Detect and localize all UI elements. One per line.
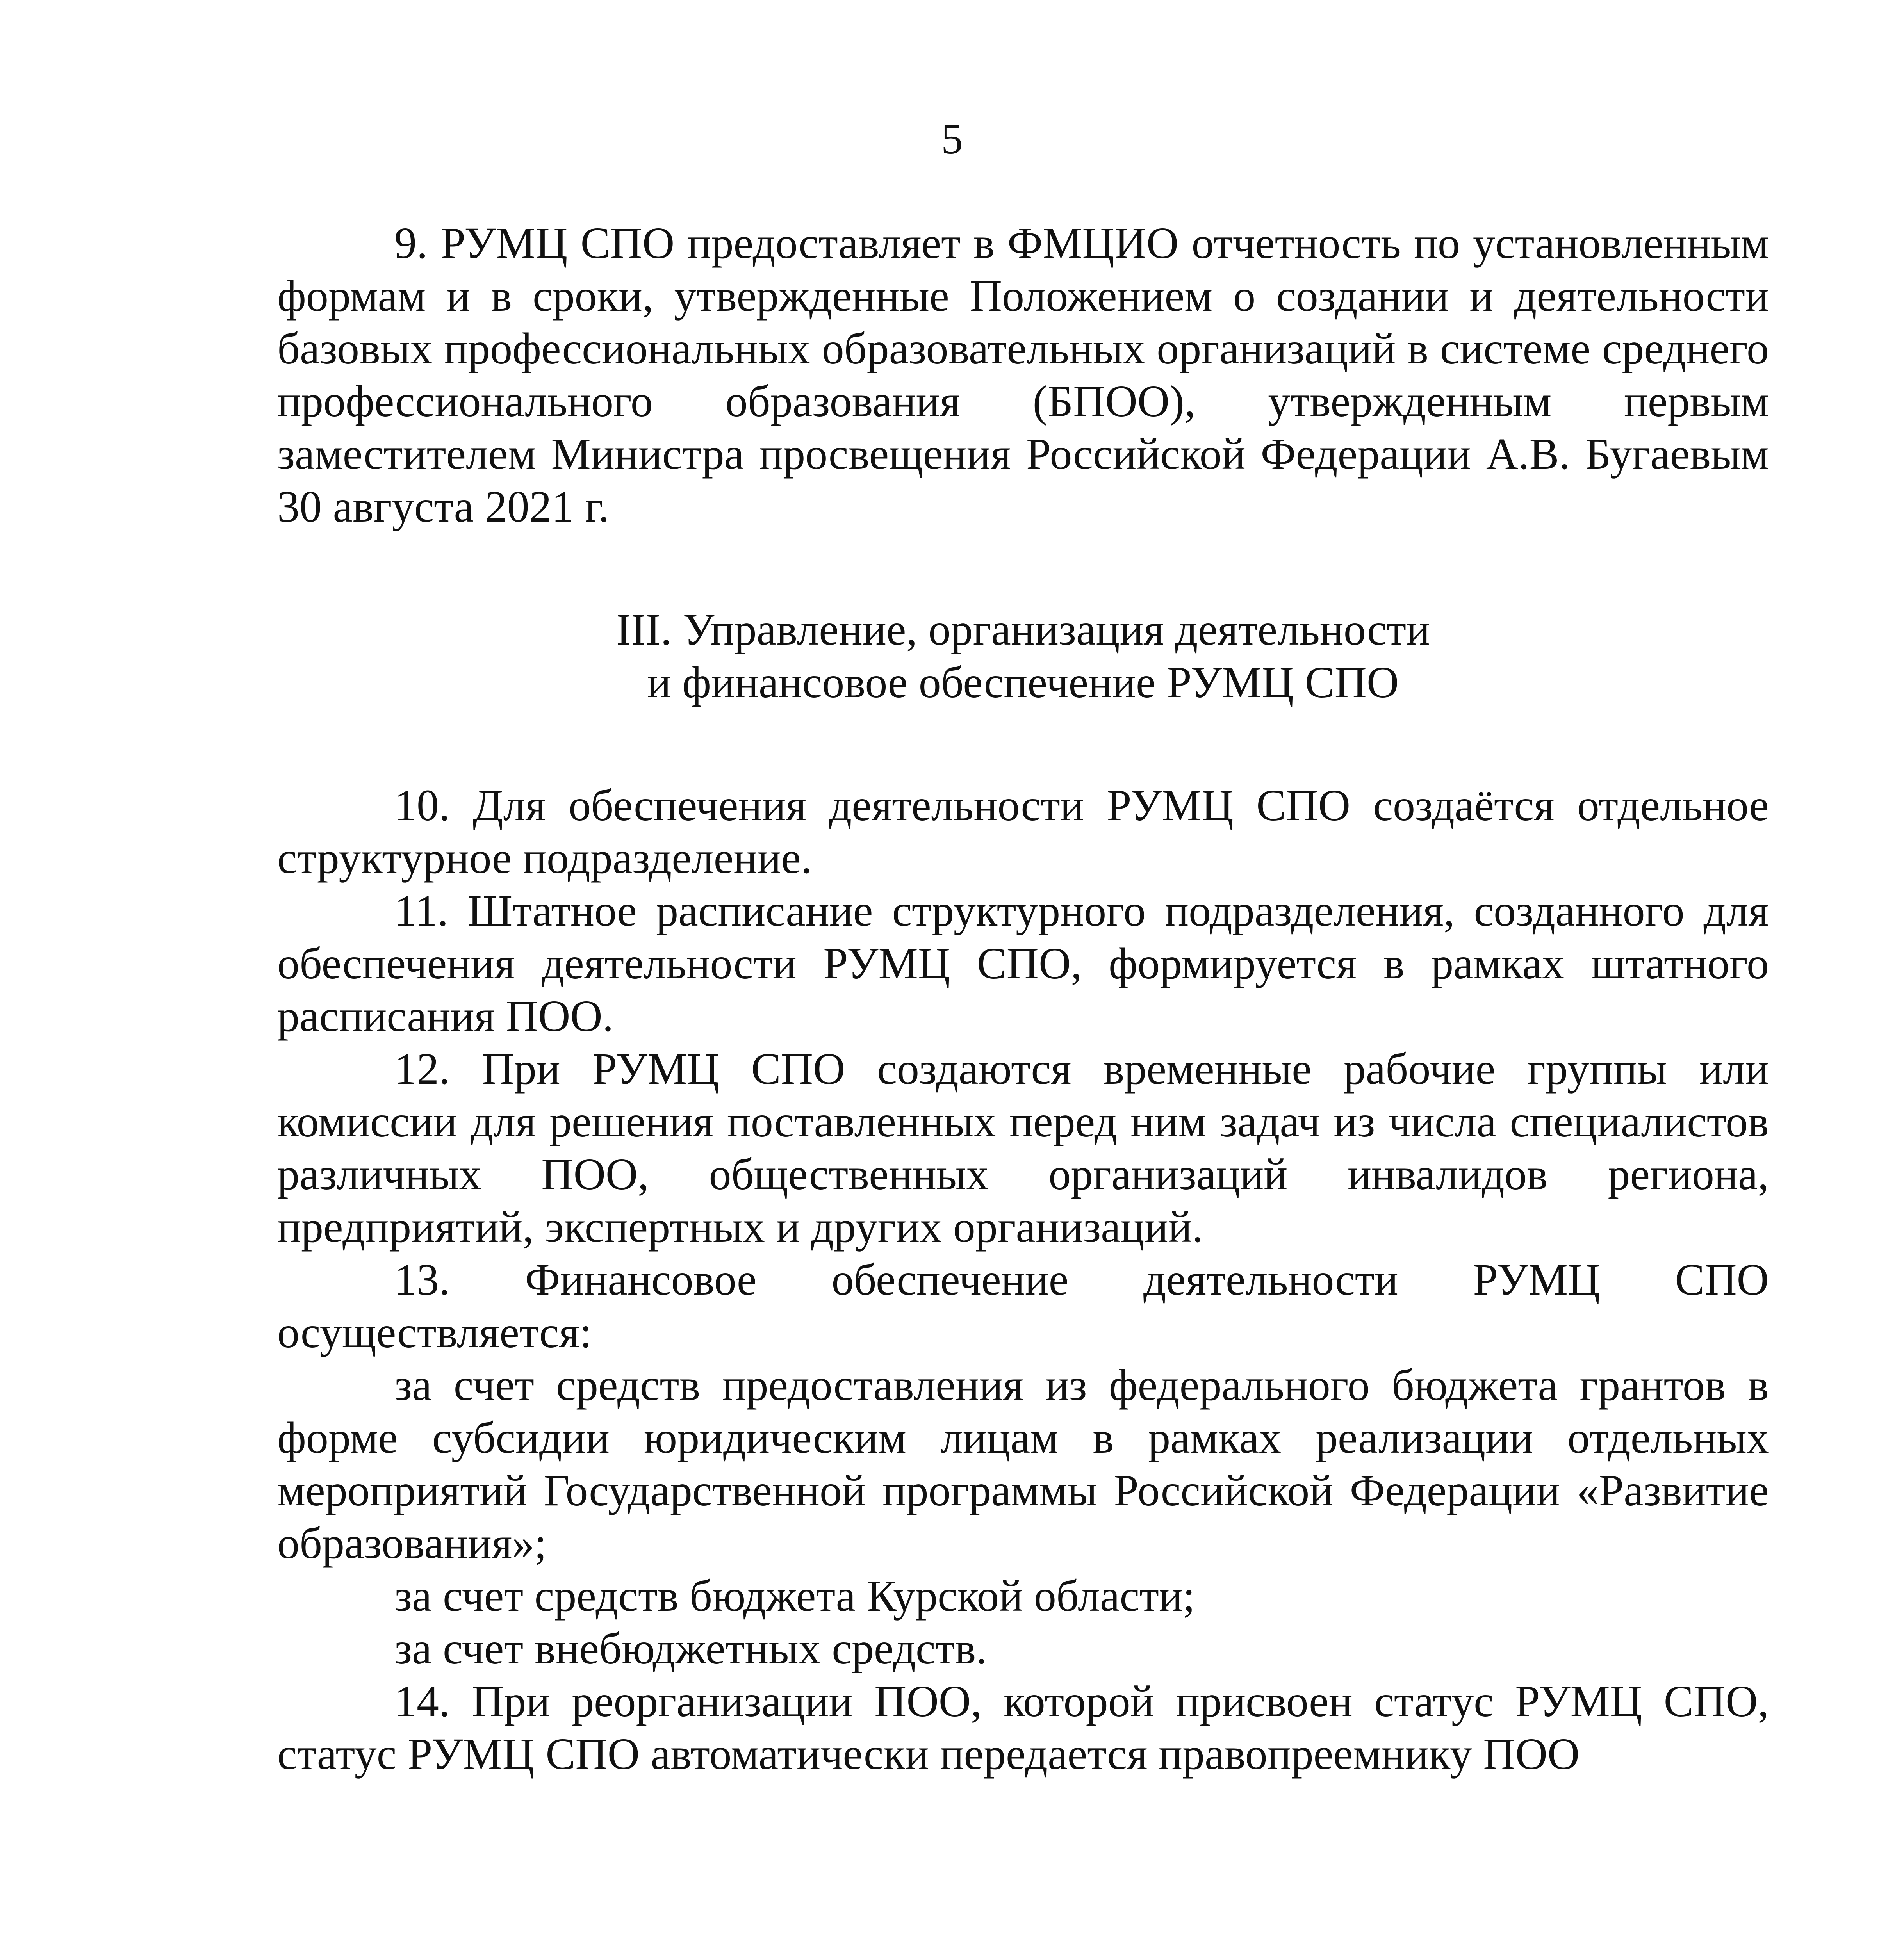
section-heading <box>277 603 1769 709</box>
paragraph-12: 12. При РУМЦ СПО создаются временные рабочие группы или комиссии для решения поставленных перед ним задач из числа специалистов различных ПОО, общественных организаций инвалидов региона, предприятий, экспертных и других организаций. <box>277 1044 1769 1252</box>
page-number: 5 <box>941 115 963 163</box>
paragraph-13-item-extrabudgetary: за счет внебюджетных средств. <box>394 1624 987 1673</box>
paragraph-9: 9. РУМЦ СПО предоставляет в ФМЦИО отчетность по установленным формам и в сроки, утвержденные Положением о создании и деятельности базовых профессиональных образовательных организаций в системе среднего профессионального образования (БПОО), утвержденным первым заместителем Министра просвещения Российской Федерации А.В. Бугаевым 30 августа 2021 г. <box>277 218 1769 531</box>
paragraph-13-item-regional-budget: за счет средств бюджета Курской области; <box>394 1571 1195 1621</box>
paragraph-14: 14. При реорганизации ПОО, которой присвоен статус РУМЦ СПО, статус РУМЦ СПО автоматически передается правопреемнику ПОО <box>277 1676 1769 1779</box>
paragraph-13: 13. Финансовое обеспечение деятельности РУМЦ СПО осуществляется: <box>277 1255 1769 1357</box>
paragraph-13-item-federal-budget: за счет средств предоставления из федерального бюджета грантов в форме субсидии юридическим лицам в рамках реализации отдельных мероприятий Государственной программы Российской Федерации «Развитие образования»; <box>277 1360 1769 1568</box>
document-body <box>277 217 1769 1780</box>
section-heading-line-2: и финансовое обеспечение РУМЦ СПО <box>647 657 1399 707</box>
section-heading-line-1: III. Управление, организация деятельности <box>616 605 1430 654</box>
paragraph-10: 10. Для обеспечения деятельности РУМЦ СПО создаётся отдельное структурное подразделение. <box>277 780 1769 883</box>
paragraph-11: 11. Штатное расписание структурного подразделения, созданного для обеспечения деятельности РУМЦ СПО, формируется в рамках штатного расписания ПОО. <box>277 886 1769 1041</box>
